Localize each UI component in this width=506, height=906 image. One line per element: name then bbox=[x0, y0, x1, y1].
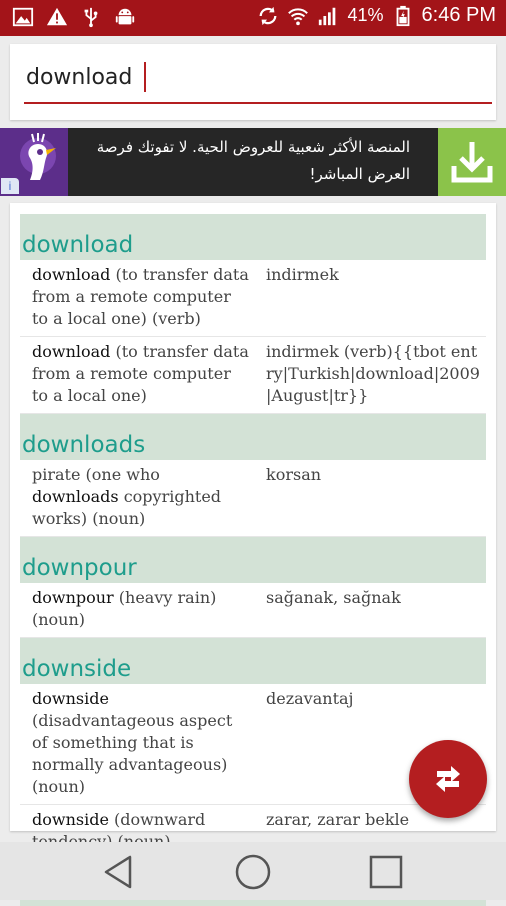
headword-downpour[interactable]: downpour bbox=[20, 537, 486, 583]
definition-text: (disadvantageous aspect of something that is normally advantageous) (noun) bbox=[32, 711, 233, 796]
english-definition bbox=[20, 341, 256, 407]
search-input[interactable] bbox=[26, 58, 482, 96]
navigation-bar bbox=[0, 842, 506, 900]
table-row[interactable] bbox=[20, 260, 486, 337]
sync-icon bbox=[257, 5, 279, 27]
ad-text-line1: المنصة الأكثر شعبية للعروض الحية. لا تفوتك فرصة bbox=[96, 138, 410, 156]
turkish-translation: dezavantaj bbox=[266, 689, 354, 708]
table-row[interactable] bbox=[20, 583, 486, 638]
ad-download-button[interactable] bbox=[438, 128, 506, 196]
search-underline bbox=[24, 102, 492, 104]
ad-text-line2: العرض المباشر! bbox=[309, 165, 410, 183]
text-cursor bbox=[144, 62, 146, 92]
swap-language-icon bbox=[431, 762, 465, 796]
ad-text[interactable] bbox=[80, 134, 410, 188]
english-definition bbox=[20, 688, 256, 798]
headword-downside[interactable]: downside bbox=[20, 638, 486, 684]
clock: 6:46 PM bbox=[421, 4, 496, 26]
signal-icon bbox=[317, 5, 339, 27]
matched-term: downside bbox=[32, 689, 109, 708]
home-button[interactable] bbox=[233, 852, 273, 892]
definition-text: (heavy rain) (noun) bbox=[32, 588, 217, 629]
back-icon bbox=[100, 852, 140, 892]
headword-download[interactable]: download bbox=[20, 214, 486, 260]
search-card bbox=[10, 44, 496, 120]
turkish-translation: zarar, zarar bekle bbox=[266, 810, 410, 829]
definition-text: copyrighted works) (noun) bbox=[32, 487, 222, 528]
table-row[interactable] bbox=[20, 460, 486, 537]
matched-term: download bbox=[32, 342, 111, 361]
turkish-translation: indirmek (verb){{tbot entry|Turkish|download|2009|August|tr}} bbox=[266, 342, 480, 405]
matched-term: download bbox=[32, 265, 111, 284]
matched-term: downside bbox=[32, 810, 109, 829]
wifi-icon bbox=[287, 5, 309, 27]
android-icon bbox=[114, 6, 136, 28]
english-definition bbox=[20, 587, 256, 631]
english-definition bbox=[20, 264, 256, 330]
definition-prefix: pirate (one who bbox=[32, 465, 160, 484]
definition-text: (downward bbox=[114, 810, 206, 829]
status-bar bbox=[0, 0, 506, 36]
back-button[interactable] bbox=[100, 852, 140, 892]
headword-downloads[interactable]: downloads bbox=[20, 414, 486, 460]
turkish-translation: indirmek bbox=[266, 265, 339, 284]
definition-text: (to transfer data from a remote computer to a local one) (verb) bbox=[32, 265, 249, 328]
swap-language-button[interactable] bbox=[409, 740, 487, 818]
battery-percentage: 41% bbox=[347, 5, 384, 25]
recents-button[interactable] bbox=[366, 852, 406, 892]
results-card bbox=[10, 203, 496, 831]
ad-banner[interactable] bbox=[0, 128, 506, 196]
warning-icon bbox=[46, 6, 68, 28]
download-icon bbox=[446, 136, 498, 188]
matched-term: downpour bbox=[32, 588, 114, 607]
gallery-icon bbox=[12, 6, 34, 28]
definition-text: (to transfer data from a remote computer to a local one) bbox=[32, 342, 249, 405]
usb-icon bbox=[80, 6, 102, 28]
matched-term: downloads bbox=[32, 487, 119, 506]
home-icon bbox=[233, 852, 273, 892]
table-row[interactable] bbox=[20, 337, 486, 414]
recents-icon bbox=[366, 852, 406, 892]
turkish-translation: korsan bbox=[266, 465, 322, 484]
battery-icon bbox=[392, 5, 414, 27]
turkish-translation: sağanak, sağnak bbox=[266, 588, 401, 607]
ad-info-icon[interactable]: i bbox=[1, 178, 19, 194]
english-definition bbox=[20, 464, 256, 530]
